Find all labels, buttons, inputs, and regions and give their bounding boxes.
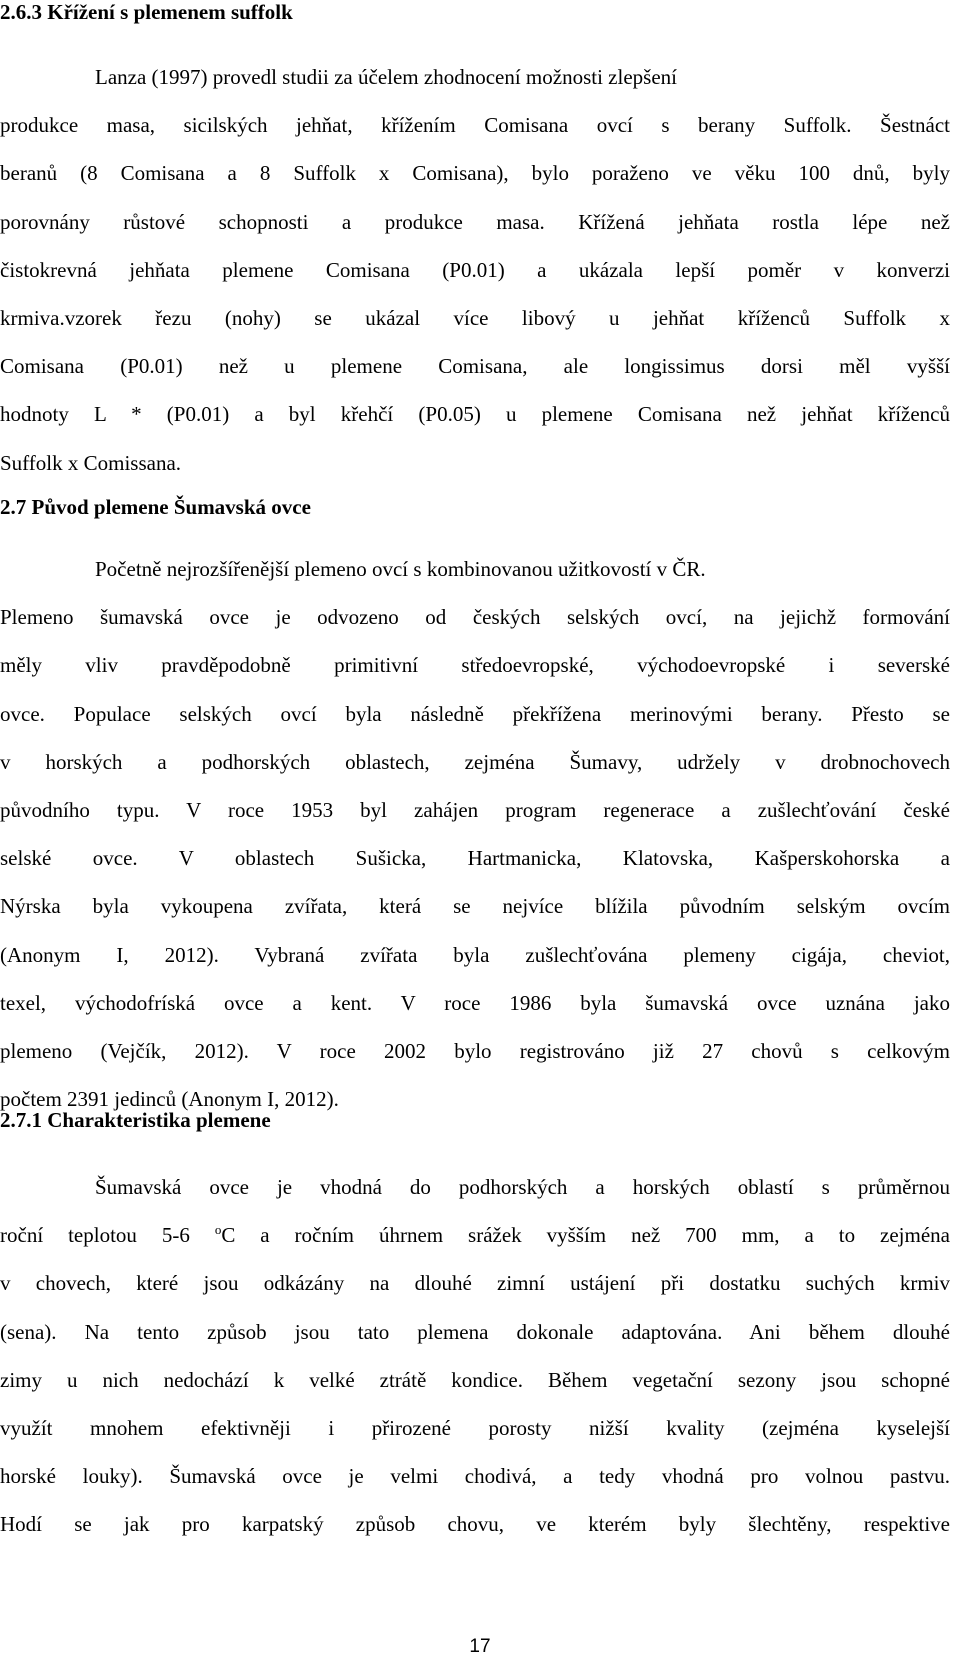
text-line: (Anonym I, 2012). Vybraná zvířata byla zušlechťována plemeny cigája, cheviot,: [0, 942, 950, 967]
text-line: měly vliv pravděpodobně primitivní středoevropské, východoevropské i severské: [0, 653, 950, 678]
text-fragment: C a ročním úhrnem srážek vyšším než 700 mm, a to zejména: [221, 1223, 950, 1248]
text-line: produkce masa, sicilských jehňat, křížením Comisana ovcí s berany Suffolk. Šestnáct: [0, 113, 950, 138]
text-line: Comisana (P0.01) než u plemene Comisana, ale longissimus dorsi měl vyšší: [0, 354, 950, 379]
text-line: texel, východofríská ovce a kent. V roce 1986 byla šumavská ovce uznána jako: [0, 990, 950, 1015]
text-line: využít mnohem efektivněji i přirozené porosty nižší kvality (zejména kyselejší: [0, 1416, 950, 1441]
heading-2-6-3: 2.6.3 Křížení s plemenem suffolk: [0, 0, 293, 24]
text-line: zimy u nich nedochází k velké ztrátě kondice. Během vegetační sezony jsou schopné: [0, 1367, 950, 1392]
text-line: (sena). Na tento způsob jsou tato plemena dokonale adaptována. Ani během dlouhé: [0, 1319, 950, 1344]
text-line: selské ovce. V oblastech Sušicka, Hartmanicka, Klatovska, Kašperskohorska a: [0, 846, 950, 871]
paragraph-origin: [0, 545, 950, 1123]
text-line: Lanza (1997) provedl studii za účelem zhodnocení možnosti zlepšení: [95, 65, 677, 89]
text-line: počtem 2391 jedinců (Anonym I, 2012).: [0, 1087, 339, 1112]
text-line: v horských a podhorských oblastech, zejména Šumavy, udržely v drobnochovech: [0, 749, 950, 774]
paragraph-suffolk: [0, 53, 950, 487]
heading-2-7-1: 2.7.1 Charakteristika plemene: [0, 1108, 271, 1132]
text-line: krmiva.vzorek řezu (nohy) se ukázal více libový u jehňat kříženců Suffolk x: [0, 306, 950, 331]
text-line: čistokrevná jehňata plemene Comisana (P0.01) a ukázala lepší poměr v konverzi: [0, 257, 950, 282]
text-line: hodnoty L * (P0.01) a byl křehčí (P0.05) u plemene Comisana než jehňat kříženců: [0, 402, 950, 427]
text-line-temperature: [0, 1211, 950, 1259]
text-line: Hodí se jak pro karpatský způsob chovu, ve kterém byly šlechtěny, respektive: [0, 1512, 950, 1537]
text-line: porovnány růstové schopnosti a produkce masa. Křížená jehňata rostla lépe než: [0, 209, 950, 234]
page-number: 17: [469, 1636, 491, 1657]
text-fragment: roční teplotou 5-6: [0, 1223, 215, 1248]
degree-superscript: o: [214, 1222, 222, 1238]
heading-2-7: 2.7 Původ plemene Šumavská ovce: [0, 495, 311, 519]
paragraph-characteristics: [0, 1163, 950, 1549]
text-line: v chovech, které jsou odkázány na dlouhé zimní ustájení při dostatku suchých krmiv: [0, 1271, 950, 1296]
text-line: ovce. Populace selských ovcí byla následně překřížena merinovými berany. Přesto se: [0, 701, 950, 726]
text-line: Nýrska byla vykoupena zvířata, která se nejvíce blížila původním selským ovcím: [0, 894, 950, 919]
text-line: Plemeno šumavská ovce je odvozeno od českých selských ovcí, na jejichž formování: [0, 605, 950, 630]
text-line: horské louky). Šumavská ovce je velmi chodivá, a tedy vhodná pro volnou pastvu.: [0, 1464, 950, 1489]
text-line: Suffolk x Comissana.: [0, 450, 182, 475]
text-line: původního typu. V roce 1953 byl zahájen program regenerace a zušlechťování české: [0, 798, 950, 823]
text-line: Početně nejrozšířenější plemeno ovcí s kombinovanou užitkovostí v ČR.: [95, 557, 706, 581]
text-line: plemeno (Vejčík, 2012). V roce 2002 bylo registrováno již 27 chovů s celkovým: [0, 1039, 950, 1064]
text-line: beranů (8 Comisana a 8 Suffolk x Comisana), bylo poraženo ve věku 100 dnů, byly: [0, 161, 950, 186]
text-line: Šumavská ovce je vhodná do podhorských a horských oblastí s průměrnou: [95, 1175, 950, 1199]
